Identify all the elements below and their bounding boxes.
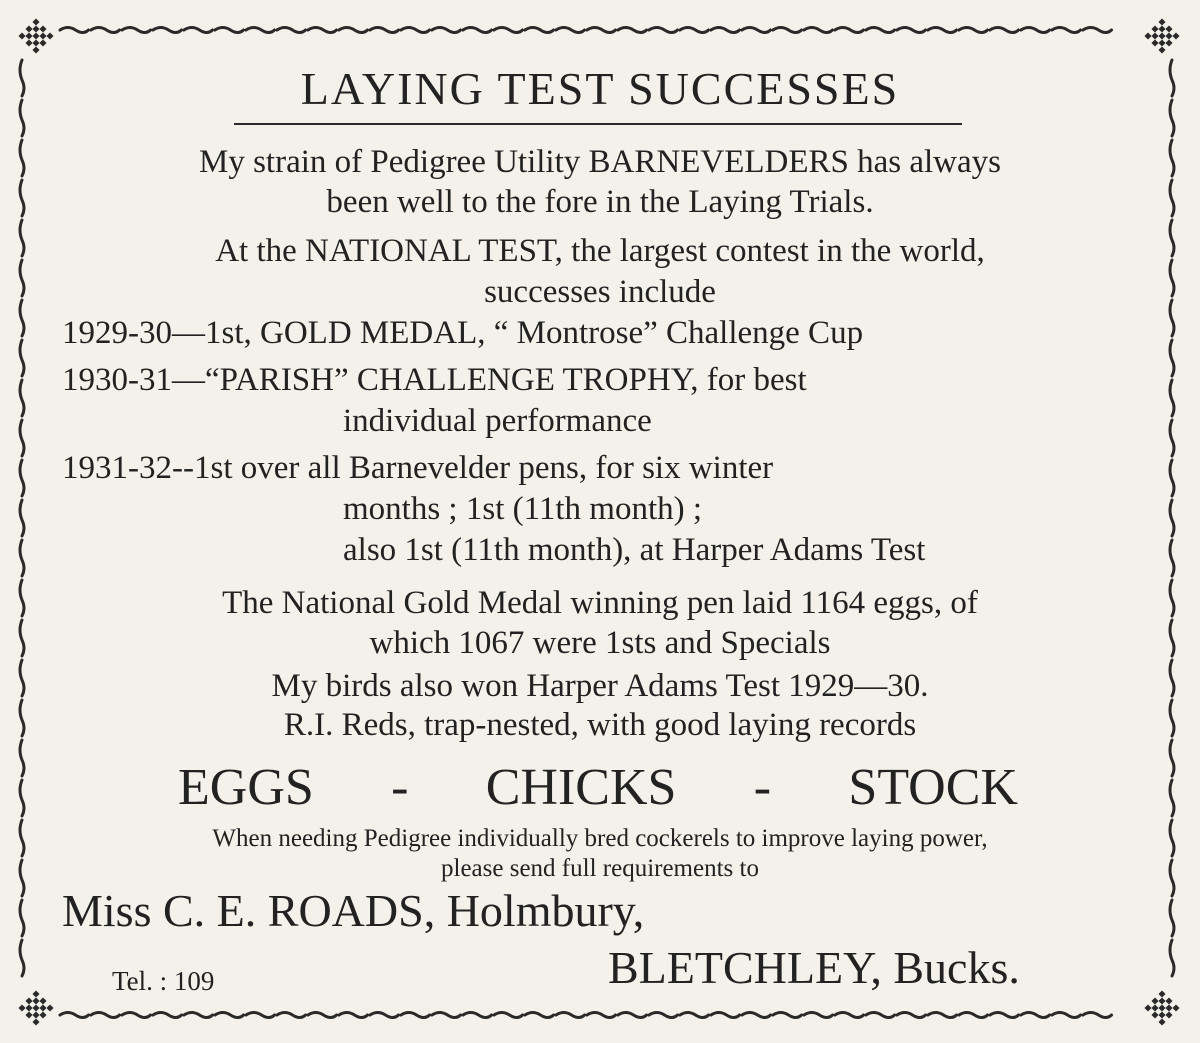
corner-ornament: [32, 25, 39, 32]
corner-ornament: [1158, 997, 1165, 1004]
result-year: 1929-30: [62, 315, 172, 351]
corner-ornament: [1165, 39, 1172, 46]
corner-ornament: [1158, 39, 1165, 46]
corner-ornament: [1158, 46, 1165, 53]
product-stock: STOCK: [848, 759, 1018, 816]
national-line-2: successes include: [484, 274, 716, 310]
corner-ornament: [1144, 1004, 1151, 1011]
result-1931-cont-1: months ; 1st (11th month) ;: [343, 491, 703, 527]
corner-ornament: [25, 32, 32, 39]
intro-line-1: My strain of Pedigree Utility BARNEVELDERS has always: [199, 144, 1001, 180]
result-1931-cont-2: also 1st (11th month), at Harper Adams Test: [343, 532, 926, 568]
corner-ornament: [1165, 997, 1172, 1004]
title-underline: [234, 123, 962, 125]
result-1931: [62, 452, 773, 485]
telephone: Tel. : 109: [112, 966, 215, 996]
corner-ornament: [32, 18, 39, 25]
result-year: 1930-31: [62, 362, 172, 398]
corner-ornament: [1151, 1004, 1158, 1011]
corner-ornament: [25, 1004, 32, 1011]
result-year: 1931-32: [62, 450, 172, 486]
cockerels-line-1: When needing Pedigree individually bred cockerels to improve laying power,: [212, 825, 988, 852]
contact-name: Miss C. E. ROADS, Holmbury,: [62, 885, 645, 936]
result-1930-cont: individual performance: [343, 403, 652, 439]
products-line: [178, 759, 1018, 816]
corner-ornament: [1158, 1004, 1165, 1011]
corner-ornament: [1158, 1011, 1165, 1018]
corner-ornament: [1158, 25, 1165, 32]
corner-ornament: [1151, 1011, 1158, 1018]
corner-ornament: [25, 39, 32, 46]
corner-ornament: [32, 1011, 39, 1018]
corner-ornament: [18, 1004, 25, 1011]
contact-town: BLETCHLEY, Bucks.: [608, 942, 1020, 993]
corner-ornament: [1165, 25, 1172, 32]
corner-ornament: [32, 46, 39, 53]
product-eggs: EGGS: [178, 759, 314, 816]
corner-ornament: [1172, 32, 1179, 39]
corner-ornament: [1165, 1011, 1172, 1018]
gold-medal-line-1: The National Gold Medal winning pen laid 1164 eggs, of: [222, 585, 978, 621]
result-1930: [62, 364, 807, 397]
corner-ornament: [39, 1004, 46, 1011]
gold-medal-line-2: which 1067 were 1sts and Specials: [369, 625, 831, 661]
border-wave: [60, 1013, 1112, 1018]
corner-ornament: [1151, 997, 1158, 1004]
corner-ornament: [1151, 39, 1158, 46]
corner-ornament: [1151, 25, 1158, 32]
corner-ornament: [46, 1004, 53, 1011]
result-text: —1st, GOLD MEDAL, “ Montrose” Challenge Cup: [172, 315, 864, 351]
corner-ornament: [1158, 32, 1165, 39]
product-chicks: CHICKS: [485, 759, 677, 816]
result-1929: [62, 317, 863, 350]
corner-ornament: [25, 1011, 32, 1018]
corner-ornament: [39, 39, 46, 46]
separator: -: [391, 759, 409, 816]
result-text: --1st over all Barnevelder pens, for six winter: [172, 450, 774, 486]
border-wave: [60, 28, 1112, 33]
corner-ornament: [1144, 32, 1151, 39]
corner-ornament: [39, 1011, 46, 1018]
corner-ornament: [25, 997, 32, 1004]
separator: -: [753, 759, 772, 816]
corner-ornament: [32, 32, 39, 39]
corner-ornament: [25, 25, 32, 32]
corner-ornament: [32, 997, 39, 1004]
corner-ornament: [32, 1018, 39, 1025]
corner-ornament: [1151, 32, 1158, 39]
national-line-1: At the NATIONAL TEST, the largest contest in the world,: [215, 233, 985, 269]
corner-ornament: [1158, 18, 1165, 25]
ad-title: LAYING TEST SUCCESSES: [300, 63, 900, 114]
harper-adams-line: My birds also won Harper Adams Test 1929—30.: [271, 668, 929, 704]
corner-ornament: [1158, 990, 1165, 997]
result-text: —“PARISH” CHALLENGE TROPHY, for best: [172, 362, 807, 398]
corner-ornament: [46, 32, 53, 39]
corner-ornament: [32, 990, 39, 997]
corner-ornament: [39, 32, 46, 39]
corner-ornament: [1165, 32, 1172, 39]
corner-ornament: [39, 997, 46, 1004]
corner-ornament: [1158, 1018, 1165, 1025]
corner-ornament: [1172, 1004, 1179, 1011]
corner-ornament: [32, 39, 39, 46]
corner-ornament: [32, 1004, 39, 1011]
intro-line-2: been well to the fore in the Laying Trials.: [326, 184, 874, 220]
cockerels-line-2: please send full requirements to: [441, 855, 759, 882]
corner-ornament: [1165, 1004, 1172, 1011]
corner-ornament: [18, 32, 25, 39]
ri-reds-line: R.I. Reds, trap-nested, with good laying records: [283, 707, 917, 743]
corner-ornament: [39, 25, 46, 32]
